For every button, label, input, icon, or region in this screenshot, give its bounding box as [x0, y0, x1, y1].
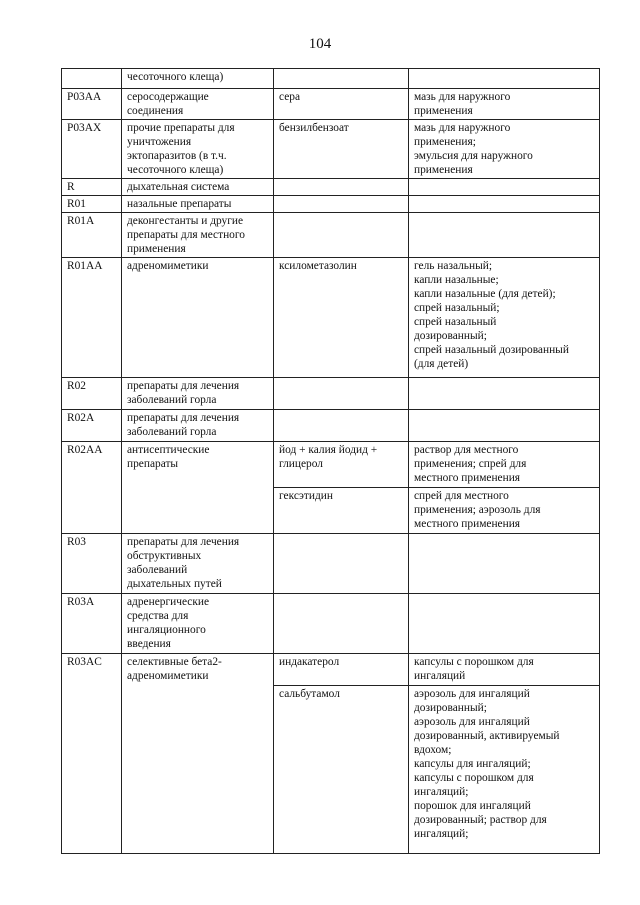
form-cell: гель назальный; капли назальные; капли назальные (для детей); спрей назальный; спрей назальный дозированный; спрей назальный дозированный (для детей): [409, 258, 600, 378]
atc-code-cell: R01A: [62, 213, 122, 258]
substance-cell: [274, 410, 409, 442]
group-cell: серосодержащие соединения: [122, 89, 274, 120]
substance-cell: гексэтидин: [274, 488, 409, 534]
atc-code-cell: R01AA: [62, 258, 122, 378]
substance-cell: бензилбензоат: [274, 120, 409, 179]
substance-cell: [274, 534, 409, 594]
form-cell: аэрозоль для ингаляций дозированный; аэрозоль для ингаляций дозированный, активируемый вдохом; капсулы для ингаляций; капсулы с порошком для ингаляций; порошок для ингаляций дозированный; раствор для ингаляций;: [409, 686, 600, 854]
table-row: [62, 120, 600, 179]
form-cell: [409, 196, 600, 213]
group-cell: чесоточного клеща): [122, 69, 274, 89]
form-cell: [409, 179, 600, 196]
page-number: 104: [308, 36, 332, 52]
table-row: [62, 196, 600, 213]
substance-cell: [274, 196, 409, 213]
atc-code-cell: R02: [62, 378, 122, 410]
substance-cell: [274, 594, 409, 654]
atc-code-cell: R02AA: [62, 442, 122, 534]
atc-code-cell: R03AC: [62, 654, 122, 854]
group-cell: препараты для лечения заболеваний горла: [122, 378, 274, 410]
atc-code-cell: R03: [62, 534, 122, 594]
substance-cell: [274, 213, 409, 258]
table-row: [62, 594, 600, 654]
form-cell: капсулы с порошком для ингаляций: [409, 654, 600, 686]
atc-code-cell: [62, 69, 122, 89]
group-cell: прочие препараты для уничтожения эктопаразитов (в т.ч. чесоточного клеща): [122, 120, 274, 179]
form-cell: [409, 534, 600, 594]
table-row: [62, 410, 600, 442]
group-cell: препараты для лечения заболеваний горла: [122, 410, 274, 442]
substance-cell: [274, 179, 409, 196]
substance-cell: [274, 378, 409, 410]
table-row: [62, 442, 600, 488]
form-cell: [409, 594, 600, 654]
atc-code-cell: R03A: [62, 594, 122, 654]
group-cell: адреномиметики: [122, 258, 274, 378]
substance-cell: сальбутамол: [274, 686, 409, 854]
drug-table: [61, 68, 600, 854]
table-row: [62, 179, 600, 196]
substance-cell: ксилометазолин: [274, 258, 409, 378]
form-cell: [409, 69, 600, 89]
table-row: [62, 258, 600, 378]
group-cell: селективные бета2- адреномиметики: [122, 654, 274, 854]
group-cell: деконгестанты и другие препараты для местного применения: [122, 213, 274, 258]
table-row: [62, 534, 600, 594]
form-cell: [409, 378, 600, 410]
form-cell: спрей для местного применения; аэрозоль для местного применения: [409, 488, 600, 534]
group-cell: назальные препараты: [122, 196, 274, 213]
group-cell: препараты для лечения обструктивных заболеваний дыхательных путей: [122, 534, 274, 594]
substance-cell: [274, 69, 409, 89]
group-cell: адренергические средства для ингаляционного введения: [122, 594, 274, 654]
table-row: [62, 213, 600, 258]
form-cell: [409, 410, 600, 442]
form-cell: мазь для наружного применения; эмульсия для наружного применения: [409, 120, 600, 179]
substance-cell: сера: [274, 89, 409, 120]
atc-code-cell: R01: [62, 196, 122, 213]
atc-code-cell: R02A: [62, 410, 122, 442]
table-row: [62, 69, 600, 89]
form-cell: [409, 213, 600, 258]
form-cell: мазь для наружного применения: [409, 89, 600, 120]
atc-code-cell: P03AA: [62, 89, 122, 120]
atc-code-cell: R: [62, 179, 122, 196]
atc-code-cell: P03AX: [62, 120, 122, 179]
group-cell: дыхательная система: [122, 179, 274, 196]
table-row: [62, 89, 600, 120]
form-cell: раствор для местного применения; спрей для местного применения: [409, 442, 600, 488]
substance-cell: индакатерол: [274, 654, 409, 686]
table-row: [62, 378, 600, 410]
table-row: [62, 654, 600, 686]
substance-cell: йод + калия йодид + глицерол: [274, 442, 409, 488]
group-cell: антисептические препараты: [122, 442, 274, 534]
